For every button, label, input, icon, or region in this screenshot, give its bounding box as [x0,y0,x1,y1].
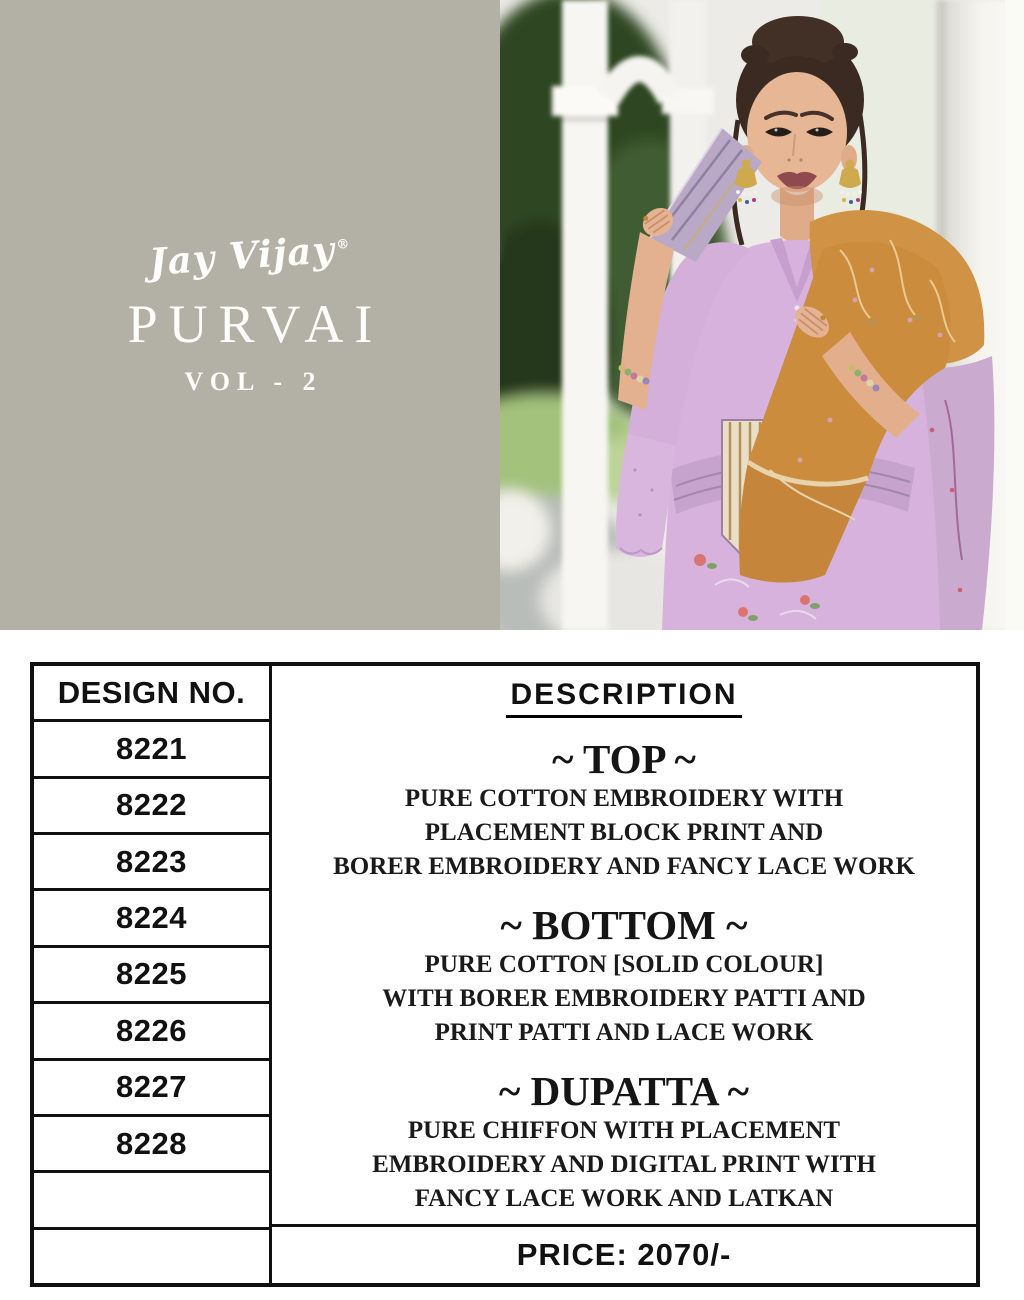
section-top-line: BORER EMBROIDERY AND FANCY LACE WORK [333,853,915,880]
design-number-cell: 8225 [34,948,269,1004]
section-top-title: ~ TOP ~ [552,736,696,782]
design-col-header: DESIGN NO. [34,666,269,722]
design-number-cell: 8224 [34,891,269,947]
design-number-cell: 8222 [34,779,269,835]
section-bottom-line: WITH BORER EMBROIDERY PATTI AND [382,985,866,1012]
model-photo-illustration [500,0,1024,630]
right-column-edge [1005,0,1024,630]
hero-section [0,0,1024,630]
design-number-column [34,666,272,1283]
section-top-line: PURE COTTON EMBROIDERY WITH [404,785,844,812]
description-cell [272,666,976,1227]
model-photo [500,0,1024,630]
price-cell: PRICE: 2070/- [516,1237,732,1273]
registered-mark: ® [335,236,351,253]
design-number-cell-empty [34,1230,269,1283]
design-number-cell: 8228 [34,1117,269,1173]
description-column [272,666,976,1283]
section-dupatta-line: EMBROIDERY AND DIGITAL PRINT WITH [372,1151,876,1178]
description-header: DESCRIPTION [506,678,741,718]
section-bottom-line: PURE COTTON [SOLID COLOUR] [424,951,824,978]
brand-logo-text: Jay Vijay [147,227,337,284]
design-number-cell: 8227 [34,1061,269,1117]
brand-logo [148,226,352,284]
section-dupatta-title: ~ DUPATTA ~ [499,1068,749,1114]
design-table [30,662,980,1287]
section-dupatta-line: PURE CHIFFON WITH PLACEMENT [407,1117,841,1144]
design-number-cell: 8221 [34,722,269,778]
design-number-cell: 8226 [34,1004,269,1060]
section-bottom-title: ~ BOTTOM ~ [500,902,748,948]
section-dupatta-line: FANCY LACE WORK AND LATKAN [414,1185,834,1212]
section-top-line: PLACEMENT BLOCK PRINT AND [424,819,824,846]
design-number-cell-empty [34,1173,269,1229]
collection-title: PURVAI [127,294,384,354]
design-number-cell: 8223 [34,835,269,891]
collection-subtitle: VOL - 2 [184,367,323,396]
brand-panel [0,0,500,630]
section-bottom-line: PRINT PATTI AND LACE WORK [434,1019,814,1046]
